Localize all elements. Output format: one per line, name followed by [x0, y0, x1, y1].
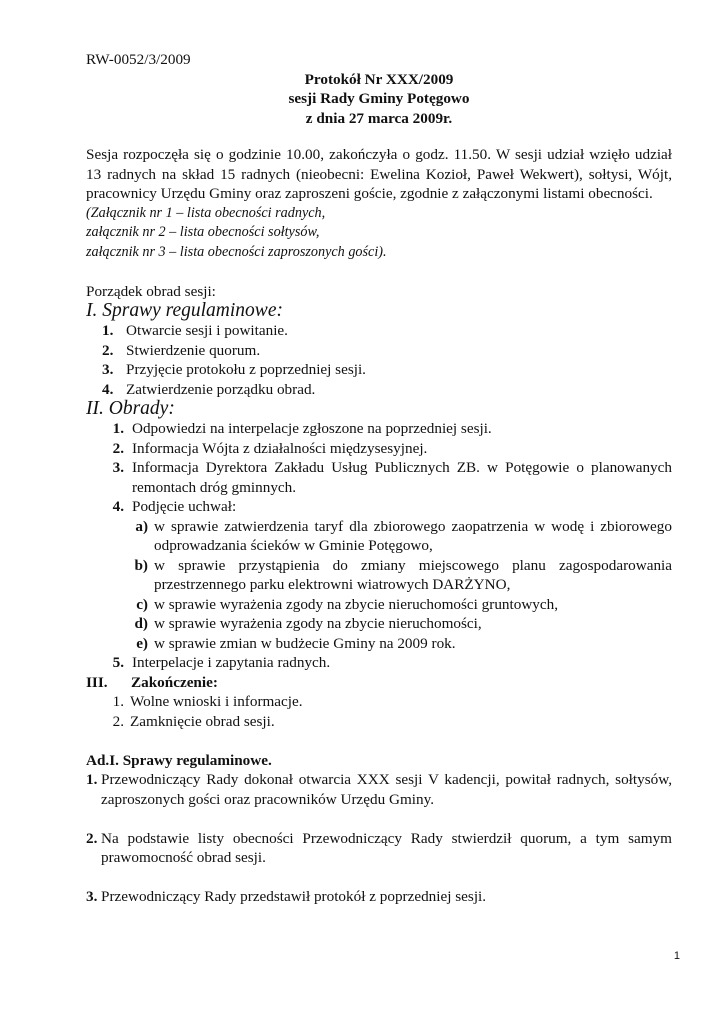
document-page: [86, 50, 672, 907]
document-subtitle: sesji Rady Gminy Potęgowo: [288, 90, 470, 107]
agenda-item: 1. Odpowiedzi na interpelacje zgłoszone na poprzedniej sesji.: [112, 420, 492, 437]
page-number: 1: [673, 950, 680, 962]
agenda-item: 2. Stwierdzenie quorum.: [102, 341, 261, 359]
minutes-point: 1. Przewodniczący Rady dokonał otwarcia XXX sesji V kadencji, powitał radnych, sołtysów, zaproszonych gości oraz pracowników Urzędu Gminy.: [86, 771, 672, 808]
ad1-heading: Ad.I. Sprawy regulaminowe.: [86, 751, 272, 769]
agenda-item: 3. Informacja Dyrektora Zakładu Usług Publicznych ZB. w Potęgowie o planowanych remontach dróg gminnych.: [112, 459, 672, 496]
section-heading: I. Sprawy regulaminowe:: [86, 300, 283, 321]
agenda-item: 4. Zatwierdzenie porządku obrad.: [102, 380, 316, 398]
document-date: z dnia 27 marca 2009r.: [305, 109, 453, 127]
agenda-item: 2. Zamknięcie obrad sesji.: [112, 712, 275, 730]
resolution-item: d) w sprawie wyrażenia zgody na zbycie nieruchomości,: [134, 615, 482, 632]
agenda-item: 3. Przyjęcie protokołu z poprzedniej sesji.: [102, 361, 366, 378]
section-heading: II. Obrady:: [86, 398, 175, 419]
resolution-item: c) w sprawie wyrażenia zgody na zbycie nieruchomości gruntowych,: [136, 595, 559, 613]
document-reference: RW-0052/3/2009: [86, 51, 191, 68]
resolution-item: e) w sprawie zmian w budżecie Gminy na 2009 rok.: [136, 634, 456, 652]
resolution-item: b) w sprawie przystąpienia do zmiany miejscowego planu zagospodarowania przestrzennego parku elektrowni wiatrowych DARŻYNO,: [134, 556, 672, 593]
minutes-point: 2. Na podstawie listy obecności Przewodniczący Rady stwierdził quorum, a tym samym prawomocność obrad sesji.: [86, 829, 672, 866]
agenda-item: 1. Wolne wnioski i informacje.: [112, 693, 303, 710]
document-title: Protokół Nr XXX/2009: [304, 70, 454, 88]
agenda-item: 5. Interpelacje i zapytania radnych.: [112, 654, 331, 671]
agenda-item: 2. Informacja Wójta z działalności międzysesyjnej.: [112, 439, 428, 457]
agenda-label: Porządek obrad sesji:: [86, 282, 216, 300]
intro-paragraph: Sesja rozpoczęła się o godzinie 10.00, zakończyła o godz. 11.50. W sesji udział wzięło udział 13 radnych na skład 15 radnych (nieobecni: Ewelina Kozioł, Paweł Wekwert), sołtysi, Wójt, pracownicy Urzędu Gminy oraz zaproszeni goście, zgodnie z załączonymi listami obecności.: [86, 146, 672, 202]
resolution-item: a) w sprawie zatwierdzenia taryf dla zbiorowego zaopatrzenia w wodę i zbiorowego odprowadzania ścieków w Gminie Potęgowo,: [135, 517, 672, 554]
section-heading: III. Zakończenie:: [86, 673, 218, 691]
attachment-line: (Załącznik nr 1 – lista obecności radnych,: [86, 204, 326, 221]
agenda-item: 1. Otwarcie sesji i powitanie.: [102, 322, 288, 339]
attachment-line: załącznik nr 3 – lista obecności zaproszonych gości).: [86, 243, 387, 260]
minutes-point: 3. Przewodniczący Rady przedstawił protokół z poprzedniej sesji.: [86, 888, 487, 905]
agenda-item: 4. Podjęcie uchwał:: [112, 498, 237, 515]
attachment-line: załącznik nr 2 – lista obecności sołtysów,: [86, 224, 320, 240]
